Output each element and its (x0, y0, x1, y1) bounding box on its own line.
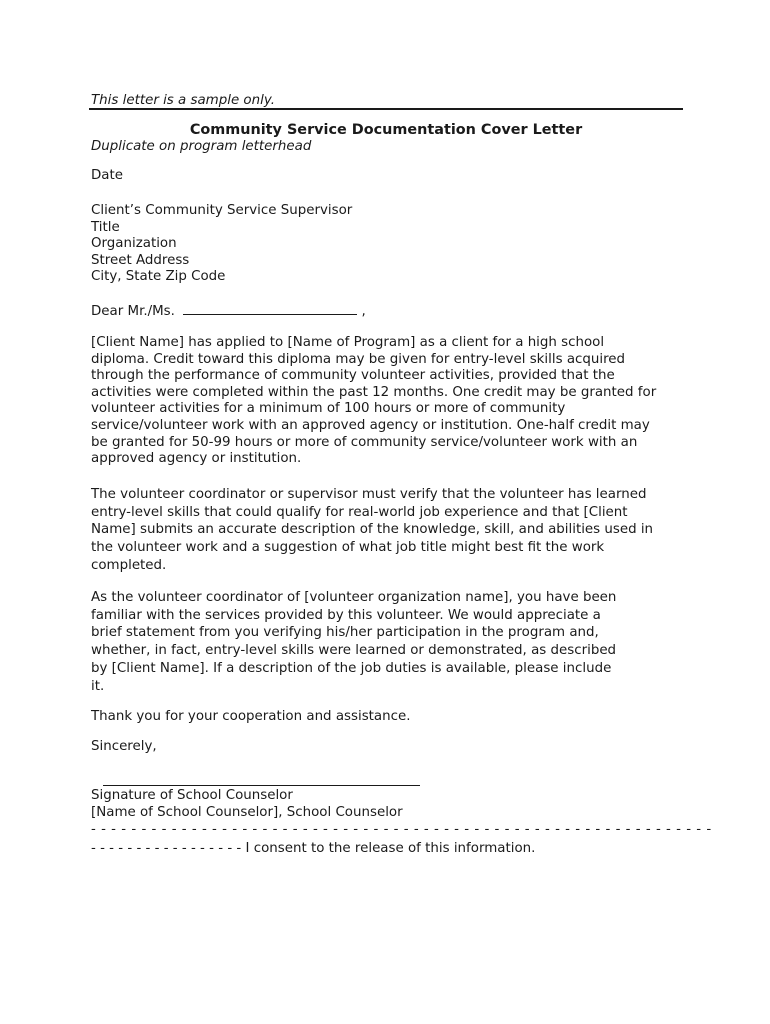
paragraph-line: the volunteer work and a suggestion of what job title might best fit the work (91, 540, 605, 556)
closing: Sincerely, (91, 739, 157, 754)
paragraph-line: entry-level skills that could qualify for real-world job experience and that [Client (91, 504, 628, 520)
letterhead-note: Duplicate on program letterhead (91, 139, 312, 154)
paragraph-line: be granted for 50-99 hours or more of community service/volunteer work with an (91, 434, 638, 450)
thanks-line: Thank you for your cooperation and assistance. (91, 709, 411, 724)
paragraph-credit (91, 335, 691, 468)
top-rule (89, 108, 683, 110)
paragraph-line: volunteer activities for a minimum of 100 hours or more of community (91, 401, 566, 417)
consent-dash-line: - - - - - - - - - - - - - - - - - - - - - - - - - - - - - - - - - - - - - - - - - - - - - - - - - - - - - - - - - - - - - - (91, 822, 712, 837)
paragraph-line: approved agency or institution. (91, 451, 302, 467)
signature-label: Signature of School Counselor (91, 788, 293, 803)
signature-line (103, 785, 420, 786)
consent-text: I consent to the release of this information. (245, 841, 536, 856)
salutation-text: Dear Mr./Ms. (91, 304, 175, 319)
paragraph-line: Name] submits an accurate description of the knowledge, skill, and abilities used in (91, 522, 654, 538)
date-line: Date (91, 168, 124, 183)
salutation (91, 302, 366, 321)
paragraph-line: service/volunteer work with an approved agency or institution. One-half credit may (91, 417, 650, 433)
paragraph-request (91, 589, 691, 695)
paragraph-line: completed. (91, 557, 167, 573)
letter-title: Community Service Documentation Cover Letter (189, 122, 583, 138)
paragraph-line: diploma. Credit toward this diploma may be given for entry-level skills acquired (91, 351, 626, 367)
paragraph-verification (91, 486, 691, 575)
paragraph-line: it. (91, 678, 105, 694)
recipient-line: Street Address (91, 252, 190, 268)
sample-note: This letter is a sample only. (91, 93, 275, 108)
paragraph-line: As the volunteer coordinator of [volunteer organization name], you have been (91, 590, 617, 605)
consent-dashes: - - - - - - - - - - - - - - - - - (91, 841, 242, 856)
recipient-address (91, 203, 352, 286)
recipient-line: Client’s Community Service Supervisor (91, 203, 353, 218)
name-blank (183, 302, 357, 315)
recipient-line: Title (91, 219, 120, 235)
paragraph-line: familiar with the services provided by this volunteer. We would appreciate a (91, 607, 601, 623)
recipient-line: City, State Zip Code (91, 269, 226, 285)
paragraph-line: [Client Name] has applied to [Name of Program] as a client for a high school (91, 335, 605, 350)
counselor-name-line: [Name of School Counselor], School Counselor (91, 805, 403, 820)
consent-line (91, 841, 535, 858)
recipient-line: Organization (91, 236, 177, 252)
paragraph-line: by [Client Name]. If a description of the job duties is available, please include (91, 660, 612, 676)
paragraph-line: activities were completed within the past 12 months. One credit may be granted for (91, 384, 657, 400)
paragraph-line: whether, in fact, entry-level skills were learned or demonstrated, as described (91, 643, 617, 659)
salutation-comma: , (361, 304, 366, 319)
paragraph-line: The volunteer coordinator or supervisor must verify that the volunteer has learned (91, 487, 647, 502)
paragraph-line: brief statement from you verifying his/her participation in the program and, (91, 625, 599, 641)
paragraph-line: through the performance of community volunteer activities, provided that the (91, 368, 615, 384)
